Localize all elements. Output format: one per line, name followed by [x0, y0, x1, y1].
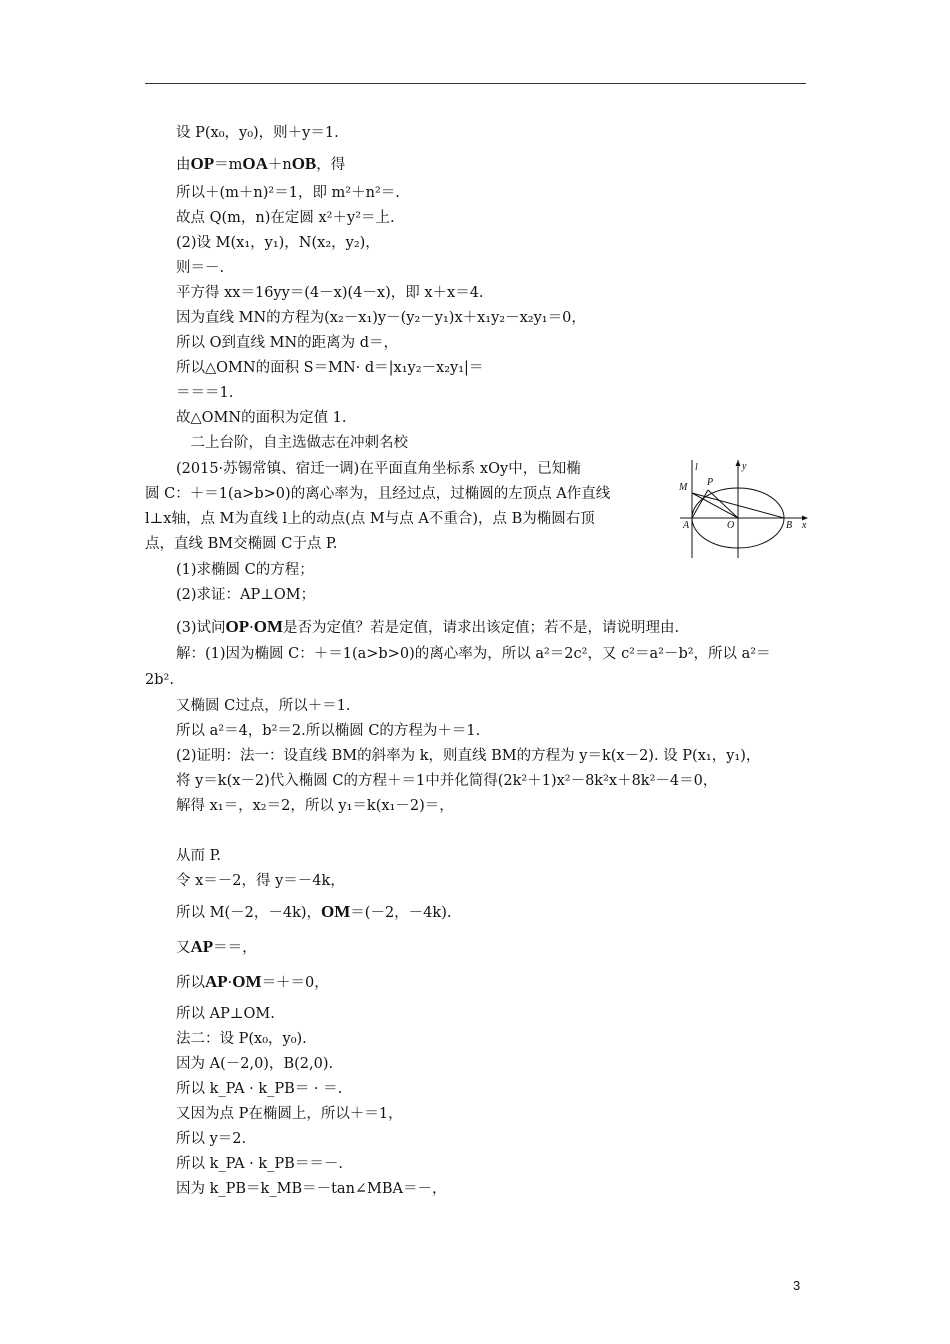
text-line-l06: 则＝－. — [176, 260, 225, 276]
text-line-l34: 所以 AP⊥OM. — [176, 1006, 275, 1022]
text-line-l40: 所以 k_PA · k_PB＝＝－. — [176, 1156, 343, 1172]
label-y: y — [742, 461, 747, 472]
text-line-l19: (2)求证：AP⊥OM； — [176, 587, 316, 603]
text-line-l08: 因为直线 MN的方程为(x₂－x₁)y－(y₂－y₁)x＋x₁y₂－x₂y₁＝0， — [176, 310, 586, 326]
text-line-l01: 设 P(x₀，y₀)，则＋y＝1. — [176, 125, 339, 141]
text-line-l13: 二上台阶，自主选做志在冲刺名校 — [176, 435, 408, 451]
text-line-l27: 解得 x₁＝，x₂＝2，所以 y₁＝k(x₁－2)＝， — [176, 798, 454, 814]
text-line-l32: 所以AP·OM＝＋＝0， — [176, 972, 329, 991]
text-line-l36: 因为 A(－2,0)，B(2,0). — [176, 1056, 334, 1072]
label-l: l — [695, 462, 698, 473]
label-p: P — [707, 477, 714, 488]
y-axis-arrow — [736, 460, 741, 466]
label-m: M — [679, 482, 688, 493]
text-line-l04: 故点 Q(m，n)在定圆 x²＋y²＝上. — [176, 210, 395, 226]
text-line-l25: (2)证明：法一：设直线 BM的斜率为 k，则直线 BM的方程为 y＝k(x－2). 设 P(x₁，y₁)， — [176, 748, 761, 764]
text-line-l35: 法二：设 P(x₀，y₀). — [176, 1031, 307, 1047]
text-line-l16: l⊥x轴，点 M为直线 l上的动点(点 M与点 A不重合)，点 B为椭圆右顶 — [145, 511, 595, 527]
text-line-l28: 从而 P. — [176, 848, 222, 864]
text-line-l24: 所以 a²＝4，b²＝2.所以椭圆 C的方程为＋＝1. — [176, 723, 481, 739]
header-rule — [145, 83, 806, 84]
text-line-l14: (2015·苏锡常镇、宿迁一调)在平面直角坐标系 xOy中，已知椭 — [176, 461, 581, 477]
text-line-l17: 点，直线 BM交椭圆 C于点 P. — [145, 536, 338, 552]
text-line-l37: 所以 k_PA · k_PB＝ · ＝. — [176, 1081, 343, 1097]
text-line-l05: (2)设 M(x₁，y₁)，N(x₂，y₂)， — [176, 235, 380, 251]
text-line-l38: 又因为点 P在椭圆上，所以＋＝1， — [176, 1106, 403, 1122]
label-o: O — [727, 520, 735, 531]
text-line-l29: 令 x＝－2，得 y＝－4k， — [176, 873, 345, 889]
ellipse-figure — [676, 458, 812, 562]
text-line-l10: 所以△OMN的面积 S＝MN· d＝|x₁y₂－x₂y₁|＝ — [176, 360, 484, 376]
text-line-l15: 圆 C：＋＝1(a>b>0)的离心率为，且经过点，过椭圆的左顶点 A作直线 — [145, 486, 611, 502]
text-line-l18: (1)求椭圆 C的方程； — [176, 562, 314, 578]
text-line-l39: 所以 y＝2. — [176, 1131, 247, 1147]
page-number: 3 — [793, 1278, 801, 1293]
text-line-l31: 又AP＝＝， — [176, 937, 257, 956]
label-a: A — [683, 520, 690, 531]
text-line-l22: 2b². — [145, 672, 174, 688]
text-line-l03: 所以＋(m＋n)²＝1，即 m²＋n²＝. — [176, 185, 400, 201]
text-line-l30: 所以 M(－2，－4k)，OM＝(－2，－4k). — [176, 902, 452, 921]
text-line-l11: ＝＝＝1. — [176, 385, 234, 401]
text-line-l09: 所以 O到直线 MN的距离为 d＝， — [176, 335, 399, 351]
text-line-l07: 平方得 xx＝16yy＝(4－x)(4－x)，即 x＋x＝4. — [176, 285, 484, 301]
text-line-l02: 由OP＝mOA＋nOB，得 — [176, 154, 346, 173]
text-line-l12: 故△OMN的面积为定值 1. — [176, 410, 347, 426]
text-line-l26: 将 y＝k(x－2)代入椭圆 C的方程＋＝1中并化简得(2k²＋1)x²－8k²x＋8k²－4＝0， — [176, 773, 718, 789]
label-x: x — [802, 520, 807, 531]
text-line-l20: (3)试问OP·OM是否为定值？若是定值，请求出该定值；若不是，请说明理由. — [176, 617, 680, 636]
text-line-l41: 因为 k_PB＝k_MB＝－tan∠MBA＝－， — [176, 1181, 447, 1197]
text-line-l21: 解：(1)因为椭圆 C：＋＝1(a>b>0)的离心率为，所以 a²＝2c²，又 c²＝a²－b²，所以 a²＝ — [176, 646, 771, 662]
label-b: B — [786, 520, 793, 531]
text-line-l23: 又椭圆 C过点，所以＋＝1. — [176, 698, 351, 714]
